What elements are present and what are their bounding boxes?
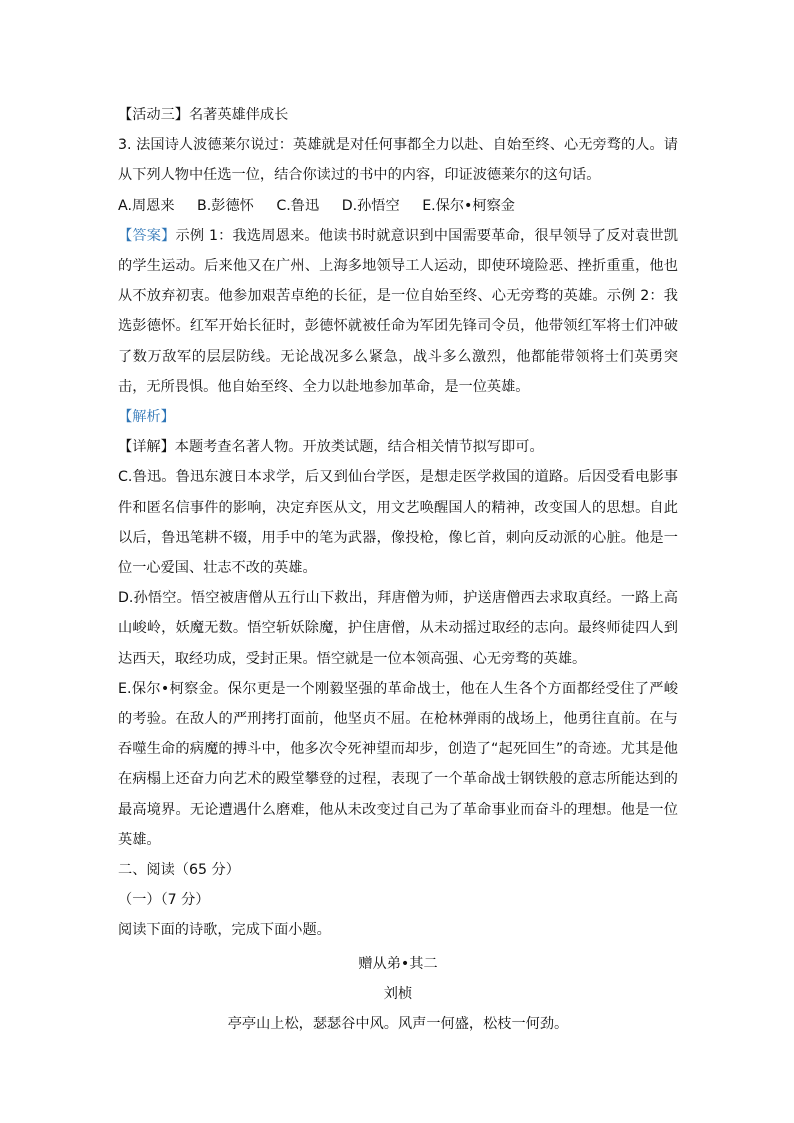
detail-block (118, 432, 678, 462)
analysis-label: 【解析】 (118, 409, 175, 426)
answer-block (118, 221, 678, 402)
activity-label: 活动三 (132, 107, 175, 123)
option-d: D.孙悟空 (341, 197, 400, 214)
activity-tag-open: 【 (118, 107, 133, 123)
question-options (118, 191, 678, 221)
option-c: C.鲁迅 (276, 197, 320, 214)
poem-line-1: 亭亭山上松，瑟瑟谷中风。风声一何盛，松枝一何劲。 (227, 1016, 569, 1033)
answer-text: 示例 1：我选周恩来。他读书时就意识到中国需要革命，很早领导了反对袁世凯的学生运动。后来他又在广州、上海多地领导工人运动，即使环境险恶、挫折重重，他也从不放弃初衷。他参加艰苦卓绝的长征，是一位自始至终、心无旁骛的英雄。示例 2：我选彭德怀。红军开始长征时，彭德怀就被任命为军团先锋司令员，他带领红军将士们冲破了数万敌军的层层防线。无论战况多么紧急，战斗多么激烈，他都能带领将士们英勇突击，无所畏惧。他自始至终、全力以赴地参加革命，是一位英雄。 (118, 227, 678, 395)
page-content (118, 100, 678, 1039)
activity-title: 名著英雄伴成长 (188, 107, 289, 123)
analysis-block (118, 402, 678, 432)
section-instruction: 阅读下面的诗歌，完成下面小题。 (118, 922, 331, 939)
activity-tag-close: 】 (174, 107, 189, 123)
section-sub-heading: （一）（7 分） (118, 892, 210, 909)
detail-text: 本题考查名著人物。开放类试题，结合相关情节拟写即可。 (174, 439, 544, 456)
poem-author: 刘桢 (383, 985, 413, 1002)
activity-heading (118, 100, 678, 130)
detail-item-sunwukong: D.孙悟空。悟空被唐僧从五行山下救出，拜唐僧为师，护送唐僧西去求取真经。一路上高山峻岭，妖魔无数。悟空斩妖除魔，护住唐僧，从未动摇过取经的志向。最终师徒四人到达西天，取经功成，受封正果。悟空就是一位本领高强、心无旁骛的英雄。 (118, 590, 678, 667)
detail-item-luxun: C.鲁迅。鲁迅东渡日本求学，后又到仙台学医，是想走医学救国的道路。后因受看电影事件和匿名信事件的影响，决定弃医从文，用文艺唤醒国人的精神，改变国人的思想。自此以后，鲁迅笔耕不辍，用手中的笔为武器，像投枪，像匕首，刺向反动派的心脏。他是一位一心爱国、壮志不改的英雄。 (118, 469, 678, 577)
option-b: B.彭德怀 (197, 197, 254, 214)
detail-item-paul: E.保尔•柯察金。保尔更是一个刚毅坚强的革命战士，他在人生各个方面都经受住了严峻的考验。在敌人的严刑拷打面前，他坚贞不屈。在枪林弹雨的战场上，他勇往直前。在与吞噬生命的病魔的搏斗中，他多次令死神望而却步，创造了“起死回生”的奇迹。尤其是他在病榻上还奋力向艺术的殿堂攀登的过程，表现了一个革命战士钢铁般的意志所能达到的最高境界。无论遭遇什么磨难，他从未改变过自己为了革命事业而奋斗的理想。他是一位英雄。 (118, 680, 678, 848)
answer-label: 【答案】 (118, 227, 176, 244)
question-text: 3. 法国诗人波德莱尔说过：英雄就是对任何事都全力以赴、自始至终、心无旁骛的人。请从下列人物中任选一位，结合你读过的书中的内容，印证波德莱尔的这句话。 (118, 137, 678, 184)
section-heading: 二、阅读（65 分） (118, 862, 240, 879)
option-e: E.保尔•柯察金 (422, 197, 515, 214)
poem-title: 赠从弟•其二 (358, 955, 438, 972)
option-a: A.周恩来 (118, 197, 175, 214)
detail-label: 【详解】 (118, 439, 175, 456)
